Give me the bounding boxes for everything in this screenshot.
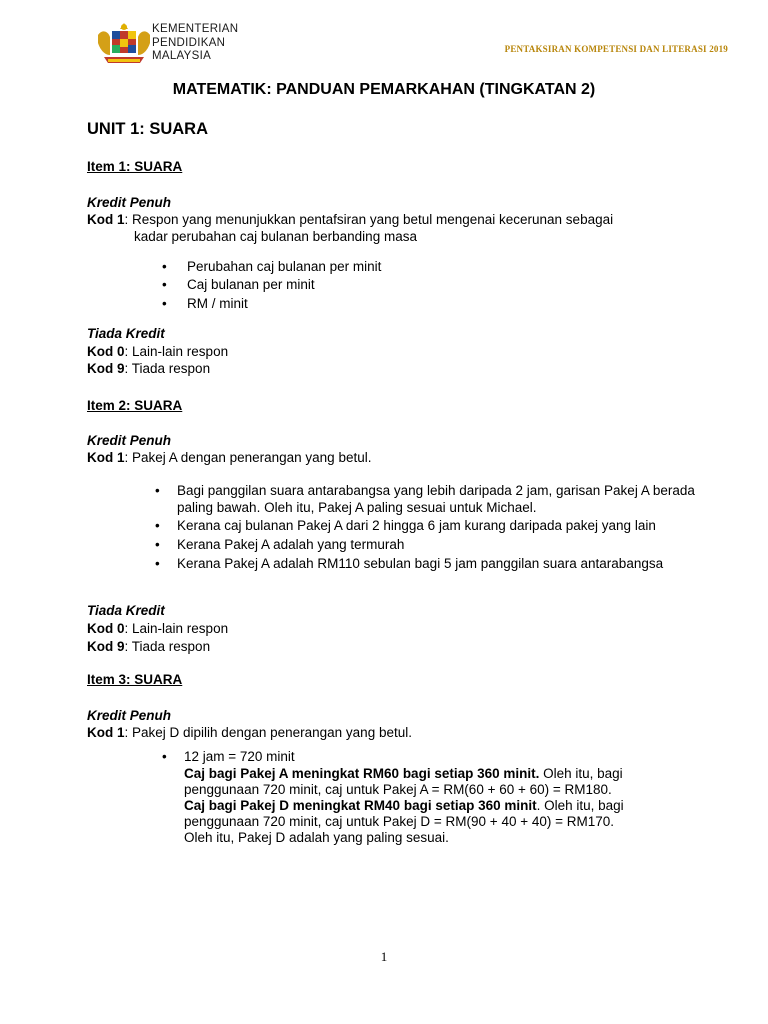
item-3-conclusion: Oleh itu, Pakej D adalah yang paling sesuai. xyxy=(184,830,449,845)
plain-text: . Oleh itu, bagi xyxy=(536,798,624,813)
item-3-heading: Item 3: SUARA xyxy=(87,672,183,687)
bullet-icon: • xyxy=(155,483,160,498)
list-item-cont: paling bawah. Oleh itu, Pakej A paling sesuai untuk Michael. xyxy=(177,500,537,515)
kod-text: : Lain-lain respon xyxy=(124,621,229,636)
kod-label: Kod 0 xyxy=(87,621,125,636)
item-3-explanation-a-cont: penggunaan 720 minit, caj untuk Pakej A = RM(60 + 60 + 60) = RM180. xyxy=(184,782,612,797)
kod-label: Kod 1 xyxy=(87,212,125,227)
kod-text: : Tiada respon xyxy=(124,639,211,654)
kod-text: : Tiada respon xyxy=(124,361,211,376)
bullet-icon: • xyxy=(155,556,160,571)
item-2-kod-9 xyxy=(87,638,210,655)
kod-label: Kod 9 xyxy=(87,361,125,376)
item-2-full-credit: Kredit Penuh xyxy=(87,433,172,448)
item-2-kod-1 xyxy=(87,449,371,466)
ministry-line-2: PENDIDIKAN xyxy=(152,36,226,49)
item-2-no-credit: Tiada Kredit xyxy=(87,603,165,618)
page-number: 1 xyxy=(380,949,388,964)
document-title: MATEMATIK: PANDUAN PEMARKAHAN (TINGKATAN 2) xyxy=(172,81,596,98)
item-2-heading: Item 2: SUARA xyxy=(87,398,183,413)
unit-title: UNIT 1: SUARA xyxy=(87,120,209,138)
bullet-icon: • xyxy=(155,518,160,533)
item-1-heading: Item 1: SUARA xyxy=(87,159,183,174)
kod-label: Kod 0 xyxy=(87,344,125,359)
assessment-header: PENTAKSIRAN KOMPETENSI DAN LITERASI 2019 xyxy=(504,44,728,54)
item-1-no-credit: Tiada Kredit xyxy=(87,326,165,341)
bullet-icon: • xyxy=(162,277,167,292)
ministry-name xyxy=(152,23,238,64)
kod-label: Kod 1 xyxy=(87,450,125,465)
item-1-kod-1 xyxy=(87,211,613,228)
bullet-icon: • xyxy=(162,296,167,311)
kod-text: : Lain-lain respon xyxy=(124,344,229,359)
kod-text: : Pakej A dengan penerangan yang betul. xyxy=(124,450,372,465)
bold-text: Caj bagi Pakej A meningkat RM60 bagi setiap 360 minit. xyxy=(184,766,540,781)
item-3-explanation-d-cont: penggunaan 720 minit, caj untuk Pakej D = RM(90 + 40 + 40) = RM170. xyxy=(184,814,615,829)
kod-label: Kod 1 xyxy=(87,725,125,740)
bullet-icon: • xyxy=(155,537,160,552)
malaysia-coat-of-arms-icon xyxy=(94,21,154,67)
item-2-kod-0 xyxy=(87,620,228,637)
bullet-icon: • xyxy=(162,259,167,274)
item-3-kod-1 xyxy=(87,724,412,741)
ministry-logo xyxy=(94,21,264,67)
item-1-kod-1-cont: kadar perubahan caj bulanan berbanding masa xyxy=(134,229,417,244)
plain-text: Oleh itu, bagi xyxy=(539,766,623,781)
bullet-icon: • xyxy=(162,749,167,764)
item-3-explanation-a xyxy=(184,765,623,782)
item-1-full-credit: Kredit Penuh xyxy=(87,195,172,210)
bold-text: Caj bagi Pakej D meningkat RM40 bagi setiap 360 minit xyxy=(184,798,537,813)
ministry-line-1: KEMENTERIAN xyxy=(152,23,239,35)
item-1-kod-0 xyxy=(87,343,228,360)
item-3-explanation-d xyxy=(184,797,624,814)
item-1-kod-9 xyxy=(87,360,210,377)
kod-text: : Respon yang menunjukkan pentafsiran yang betul mengenai kecerunan sebagai xyxy=(124,212,614,227)
ministry-line-3: MALAYSIA xyxy=(152,50,212,62)
item-3-full-credit: Kredit Penuh xyxy=(87,708,172,723)
kod-text: : Pakej D dipilih dengan penerangan yang betul. xyxy=(124,725,412,740)
kod-label: Kod 9 xyxy=(87,639,125,654)
